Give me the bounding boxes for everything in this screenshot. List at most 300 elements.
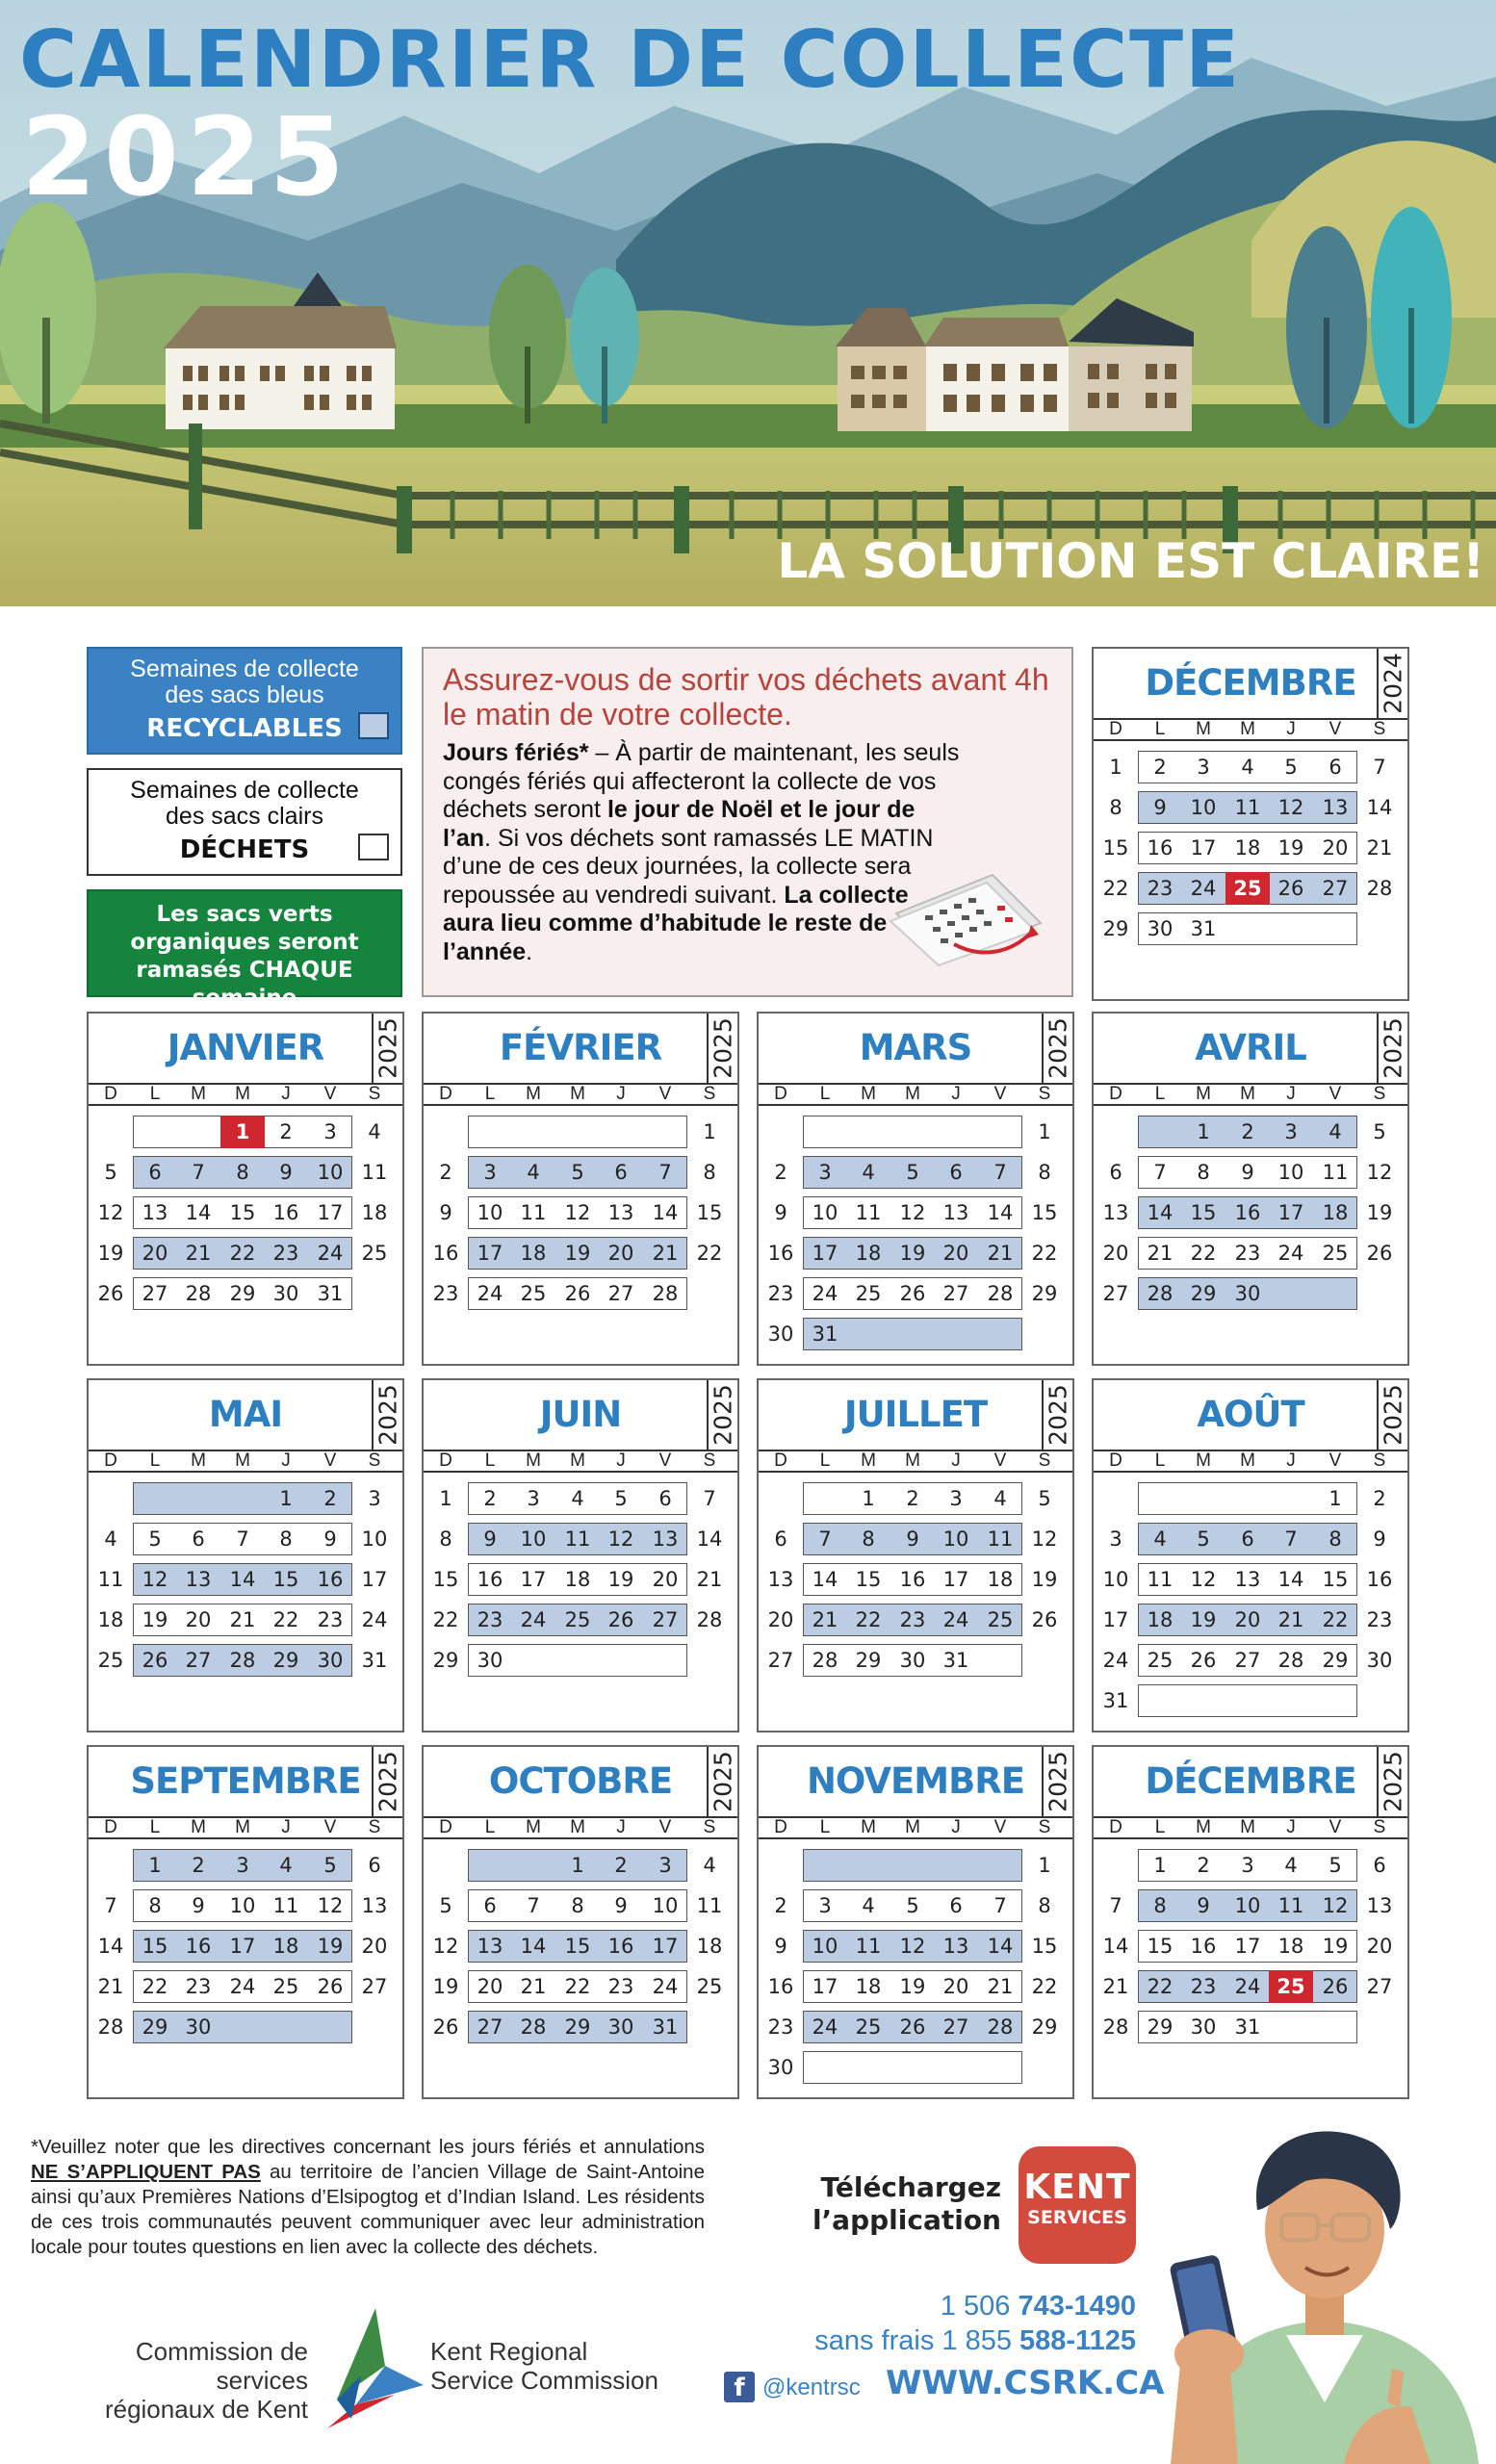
weekday-label: L xyxy=(484,1084,496,1104)
calendar-day: 23 xyxy=(767,1282,794,1305)
phone-local[interactable]: 1 506 743-1490 xyxy=(940,2291,1136,2322)
calendar-day: 16 xyxy=(899,1568,926,1591)
calendar-day: 25 xyxy=(564,1608,591,1631)
calendar-day: 4 xyxy=(1328,1120,1342,1143)
calendar-day: 10 xyxy=(652,1894,679,1917)
calendar-day: 20 xyxy=(1366,1935,1393,1958)
month-header xyxy=(424,1014,737,1083)
calendar-day: 23 xyxy=(1366,1608,1393,1631)
calendar-day: 31 xyxy=(652,2015,679,2039)
weekday-label: M xyxy=(1240,1817,1255,1837)
calendar-day: 24 xyxy=(520,1608,547,1631)
calendar-day: 7 xyxy=(1373,756,1386,779)
calendar-day: 27 xyxy=(185,1649,212,1672)
calendar-day: 9 xyxy=(1197,1894,1210,1917)
calendar-day: 31 xyxy=(942,1649,969,1672)
calendar-day: 12 xyxy=(899,1935,926,1958)
month-january xyxy=(87,1012,404,1366)
weekday-label: V xyxy=(658,1817,672,1837)
calendar-day: 21 xyxy=(1366,836,1393,860)
calendar-day: 7 xyxy=(236,1527,249,1551)
calendar-day: 10 xyxy=(520,1527,547,1551)
month-header xyxy=(759,1014,1072,1083)
legend-organics xyxy=(87,889,402,1011)
calendar-day: 4 xyxy=(368,1120,381,1143)
weekday-label: S xyxy=(1373,719,1386,739)
weekday-label: M xyxy=(235,1084,250,1104)
month-header xyxy=(1094,649,1407,718)
calendar-day: 14 xyxy=(520,1935,547,1958)
calendar-day: 11 xyxy=(1322,1161,1349,1184)
weekday-label: V xyxy=(323,1817,337,1837)
weekday-label: L xyxy=(1154,1817,1166,1837)
calendar-day: 29 xyxy=(1190,1282,1217,1305)
calendar-day: 27 xyxy=(1234,1649,1261,1672)
calendar-day: 17 xyxy=(812,1242,838,1265)
calendar-day: 8 xyxy=(279,1527,293,1551)
weekday-label: L xyxy=(1154,1084,1166,1104)
calendar-day: 23 xyxy=(1190,1975,1217,1998)
month-may xyxy=(87,1378,404,1732)
calendar-day: 3 xyxy=(818,1161,832,1184)
holiday-day: 25 xyxy=(1233,877,1262,900)
calendar-day: 6 xyxy=(1109,1161,1122,1184)
calendar-day: 8 xyxy=(1153,1894,1167,1917)
calendar-day: 26 xyxy=(1190,1649,1217,1672)
calendar-day: 13 xyxy=(607,1201,634,1224)
calendar-day: 31 xyxy=(812,1322,838,1346)
calendar-day: 29 xyxy=(432,1649,459,1672)
calendar-day: 30 xyxy=(767,2056,794,2079)
weekday-label: M xyxy=(235,1817,250,1837)
calendar-day: 4 xyxy=(703,1854,716,1877)
month-year: 2025 xyxy=(1377,1014,1407,1083)
calendar-day: 28 xyxy=(696,1608,723,1631)
calendar-day: 25 xyxy=(97,1649,124,1672)
calendar-day: 17 xyxy=(229,1935,256,1958)
calendar-day: 11 xyxy=(1147,1568,1174,1591)
weekday-label: S xyxy=(368,1817,381,1837)
calendar-day: 10 xyxy=(942,1527,969,1551)
calendar-day: 31 xyxy=(317,1282,344,1305)
weekday-label: V xyxy=(1328,1817,1342,1837)
calendar-day: 22 xyxy=(696,1242,723,1265)
calendar-day: 26 xyxy=(899,1282,926,1305)
info-box xyxy=(422,647,1073,997)
calendar-day: 3 xyxy=(236,1854,249,1877)
calendar-day: 18 xyxy=(696,1935,723,1958)
month-name: OCTOBRE xyxy=(488,1760,673,1802)
calendar-day: 5 xyxy=(323,1854,337,1877)
calendar-day: 15 xyxy=(855,1568,882,1591)
slogan: LA SOLUTION EST CLAIRE! xyxy=(777,533,1484,589)
calendar-day: 21 xyxy=(1277,1608,1304,1631)
calendar-day: 20 xyxy=(607,1242,634,1265)
calendar-day: 1 xyxy=(439,1487,452,1510)
month-name: DÉCEMBRE xyxy=(1145,662,1356,704)
calendar-day: 13 xyxy=(942,1201,969,1224)
calendar-day: 8 xyxy=(148,1894,162,1917)
calendar-day: 2 xyxy=(192,1854,205,1877)
calendar-day: 28 xyxy=(987,2015,1014,2039)
calendar-day: 18 xyxy=(855,1242,882,1265)
kent-services-app-badge[interactable] xyxy=(1019,2146,1136,2264)
calendar-day: 10 xyxy=(477,1201,503,1224)
calendar-day: 7 xyxy=(104,1894,117,1917)
month-april xyxy=(1092,1012,1409,1366)
calendar-day: 23 xyxy=(607,1975,634,1998)
calendar-day: 1 xyxy=(279,1487,293,1510)
month-name: AOÛT xyxy=(1197,1394,1304,1435)
calendar-day: 27 xyxy=(942,2015,969,2039)
calendar-day: 1 xyxy=(1197,1120,1210,1143)
weekday-label: M xyxy=(1240,1084,1255,1104)
calendar-day: 12 xyxy=(1031,1527,1058,1551)
calendar-day: 19 xyxy=(607,1568,634,1591)
weekday-label: J xyxy=(1286,1084,1296,1104)
calendar-day: 14 xyxy=(696,1527,723,1551)
calendar-day: 24 xyxy=(812,1282,838,1305)
calendar-day: 26 xyxy=(607,1608,634,1631)
calendar-day: 16 xyxy=(272,1201,299,1224)
calendar-day: 15 xyxy=(142,1935,168,1958)
legend-waste-label: DÉCHETS xyxy=(179,835,310,864)
calendar-day: 2 xyxy=(483,1487,497,1510)
weekday-label: M xyxy=(1240,1450,1255,1471)
calendar-day: 4 xyxy=(1241,756,1254,779)
month-december-2024 xyxy=(1092,647,1409,1001)
org-name-french: Commission de services régionaux de Kent xyxy=(104,2337,308,2424)
calendar-day: 23 xyxy=(477,1608,503,1631)
calendar-day: 26 xyxy=(97,1282,124,1305)
calendar-day: 28 xyxy=(812,1649,838,1672)
waste-week-band xyxy=(468,1116,687,1148)
calendar-day: 12 xyxy=(1190,1568,1217,1591)
weekday-label: J xyxy=(616,1450,626,1471)
legend-waste xyxy=(87,768,402,876)
calendar-day: 29 xyxy=(564,2015,591,2039)
calendar-day: 18 xyxy=(1147,1608,1174,1631)
calendar-day: 12 xyxy=(142,1568,168,1591)
facebook-link[interactable] xyxy=(724,2370,878,2406)
calendar-day: 26 xyxy=(1366,1242,1393,1265)
month-header xyxy=(89,1380,402,1450)
calendar-day: 4 xyxy=(104,1527,117,1551)
calendar-day: 19 xyxy=(899,1242,926,1265)
organization-logo xyxy=(39,2308,674,2428)
month-name: FÉVRIER xyxy=(499,1027,662,1068)
weekday-label: M xyxy=(235,1450,250,1471)
calendar-day: 14 xyxy=(812,1568,838,1591)
calendar-day: 9 xyxy=(279,1161,293,1184)
weekday-header xyxy=(1094,1083,1407,1106)
calendar-day: 14 xyxy=(229,1568,256,1591)
calendar-day: 14 xyxy=(1366,796,1393,819)
calendar-day: 11 xyxy=(97,1568,124,1591)
calendar-day: 25 xyxy=(272,1975,299,1998)
weekday-label: V xyxy=(993,1084,1007,1104)
calendar-day: 28 xyxy=(97,2015,124,2039)
calendar-day: 20 xyxy=(1322,836,1349,860)
calendar-day: 10 xyxy=(1102,1568,1129,1591)
calendar-day: 9 xyxy=(1241,1161,1254,1184)
calendar-day: 11 xyxy=(520,1201,547,1224)
weekday-header xyxy=(759,1450,1072,1473)
calendar-day: 25 xyxy=(520,1282,547,1305)
legend-waste-line1: Semaines de collecte des sacs clairs xyxy=(130,777,359,830)
weekday-label: J xyxy=(951,1817,961,1837)
calendar-day: 5 xyxy=(906,1894,919,1917)
calendar-day: 8 xyxy=(1038,1894,1051,1917)
calendar-day: 21 xyxy=(1147,1242,1174,1265)
calendar-day: 20 xyxy=(942,1975,969,1998)
calendar-day: 14 xyxy=(1277,1568,1304,1591)
calendar-day: 21 xyxy=(97,1975,124,1998)
calendar-day: 23 xyxy=(1147,877,1174,900)
month-name: MARS xyxy=(859,1027,972,1068)
info-lead: Assurez-vous de sortir vos déchets avant 4h le matin de votre collecte. xyxy=(443,662,1049,732)
calendar-day: 13 xyxy=(361,1894,388,1917)
calendar-day: 24 xyxy=(1102,1649,1129,1672)
legend-recyclables-line1: Semaines de collecte des sacs bleus xyxy=(130,655,359,708)
calendar-day: 9 xyxy=(1153,796,1167,819)
calendar-day: 15 xyxy=(229,1201,256,1224)
calendar-day: 21 xyxy=(696,1568,723,1591)
month-year: 2025 xyxy=(707,1014,737,1083)
calendar-day: 3 xyxy=(527,1487,540,1510)
calendar-day: 1 xyxy=(1328,1487,1342,1510)
calendar-day: 23 xyxy=(317,1608,344,1631)
calendar-day: 25 xyxy=(1322,1242,1349,1265)
calendar-day: 29 xyxy=(855,1649,882,1672)
calendar-day: 11 xyxy=(855,1935,882,1958)
calendar-day: 21 xyxy=(987,1975,1014,1998)
month-november xyxy=(757,1745,1074,2099)
calendar-day: 15 xyxy=(1102,836,1129,860)
calendar-day: 12 xyxy=(1366,1161,1393,1184)
calendar-day: 17 xyxy=(317,1201,344,1224)
calendar-day: 23 xyxy=(767,2015,794,2039)
calendar-day: 27 xyxy=(477,2015,503,2039)
calendar-day: 7 xyxy=(818,1527,832,1551)
calendar-day: 21 xyxy=(1102,1975,1129,1998)
weekday-label: L xyxy=(484,1450,496,1471)
calendar-day: 3 xyxy=(1241,1854,1254,1877)
weekday-label: D xyxy=(1109,1450,1122,1471)
calendar-day: 25 xyxy=(696,1975,723,1998)
waste-week-band xyxy=(803,2051,1022,2084)
calendar-day: 28 xyxy=(520,2015,547,2039)
poster-title: CALENDRIER DE COLLECTE xyxy=(19,14,1242,106)
calendar-day: 4 xyxy=(862,1894,875,1917)
calendar-day: 30 xyxy=(477,1649,503,1672)
calendar-day: 8 xyxy=(236,1161,249,1184)
calendar-day: 16 xyxy=(477,1568,503,1591)
weekday-label: S xyxy=(368,1450,381,1471)
calendar-day: 30 xyxy=(1366,1649,1393,1672)
calendar-day: 17 xyxy=(812,1975,838,1998)
calendar-day: 5 xyxy=(571,1161,584,1184)
calendar-day: 11 xyxy=(564,1527,591,1551)
calendar-day: 29 xyxy=(1031,1282,1058,1305)
weekday-label: L xyxy=(484,1817,496,1837)
calendar-day: 12 xyxy=(97,1201,124,1224)
weekday-label: S xyxy=(703,1817,716,1837)
legend-recyclables xyxy=(87,647,402,755)
calendar-day: 8 xyxy=(439,1527,452,1551)
weekday-label: V xyxy=(323,1450,337,1471)
weekday-label: D xyxy=(104,1450,117,1471)
calendar-day: 22 xyxy=(432,1608,459,1631)
blue-swatch xyxy=(358,712,389,739)
month-december-2025 xyxy=(1092,1745,1409,2099)
calendar-day: 17 xyxy=(520,1568,547,1591)
calendar-day: 1 xyxy=(1109,756,1122,779)
calendar-day: 27 xyxy=(942,1282,969,1305)
calendar-day: 24 xyxy=(1277,1242,1304,1265)
calendar-day: 13 xyxy=(767,1568,794,1591)
calendar-day: 29 xyxy=(272,1649,299,1672)
calendar-day: 16 xyxy=(1234,1201,1261,1224)
calendar-day: 25 xyxy=(361,1242,388,1265)
calendar-day: 7 xyxy=(993,1161,1007,1184)
month-name: DÉCEMBRE xyxy=(1145,1760,1356,1802)
weekday-label: D xyxy=(439,1450,452,1471)
calendar-day: 11 xyxy=(272,1894,299,1917)
month-header xyxy=(1094,1380,1407,1450)
calendar-day: 7 xyxy=(192,1161,205,1184)
calendar-day: 16 xyxy=(432,1242,459,1265)
calendar-day: 5 xyxy=(906,1161,919,1184)
phone-toll-free[interactable]: sans frais 1 855 588-1125 xyxy=(814,2325,1136,2356)
calendar-day: 20 xyxy=(767,1608,794,1631)
month-year: 2025 xyxy=(1042,1380,1072,1450)
badge-line2: SERVICES xyxy=(1027,2207,1127,2228)
month-name: AVRIL xyxy=(1195,1027,1306,1068)
calendar-day: 6 xyxy=(1241,1527,1254,1551)
calendar-day: 22 xyxy=(1322,1608,1349,1631)
weekday-label: M xyxy=(526,1817,541,1837)
weekday-label: V xyxy=(1328,719,1342,739)
calendar-day: 27 xyxy=(767,1649,794,1672)
weekday-label: J xyxy=(616,1084,626,1104)
footnote: *Veuillez noter que les directives concernant les jours fériés et annulations NE S’APPLIQUENT PAS au territoire de l’ancien Village de Saint-Antoine ainsi qu’aux Premières Nations d’Elsipogtog et d’Indian Island. Les résidents de ces trois communautés peuvent communiquer avec leur administration locale pour toutes questions en lien avec la collecte des déchets. xyxy=(31,2136,705,2258)
calendar-day: 19 xyxy=(564,1242,591,1265)
calendar-day: 17 xyxy=(652,1935,679,1958)
weekday-label: J xyxy=(1286,719,1296,739)
calendar-day: 14 xyxy=(1102,1935,1129,1958)
calendar-day: 12 xyxy=(564,1201,591,1224)
calendar-day: 18 xyxy=(97,1608,124,1631)
weekday-label: J xyxy=(281,1817,291,1837)
month-name: SEPTEMBRE xyxy=(130,1760,361,1802)
calendar-day: 31 xyxy=(1234,2015,1261,2039)
poster-year: 2025 xyxy=(21,95,352,220)
calendar-day: 4 xyxy=(279,1854,293,1877)
calendar-day: 24 xyxy=(361,1608,388,1631)
month-name: JANVIER xyxy=(167,1027,324,1068)
weekday-label: M xyxy=(861,1450,876,1471)
calendar-day: 3 xyxy=(323,1120,337,1143)
calendar-day: 15 xyxy=(1322,1568,1349,1591)
calendar-day: 1 xyxy=(148,1854,162,1877)
weekday-header xyxy=(89,1816,402,1839)
calendar-day: 3 xyxy=(949,1487,963,1510)
calendar-day: 5 xyxy=(1328,1854,1342,1877)
weekday-header xyxy=(1094,1450,1407,1473)
calendar-day: 12 xyxy=(317,1894,344,1917)
waste-week-band xyxy=(1138,1684,1357,1717)
calendar-day: 25 xyxy=(987,1608,1014,1631)
calendar-day: 7 xyxy=(658,1161,672,1184)
weekday-header xyxy=(1094,1816,1407,1839)
website-link[interactable]: WWW.CSRK.CA xyxy=(886,2364,1165,2402)
calendar-day: 10 xyxy=(812,1935,838,1958)
month-header xyxy=(89,1747,402,1816)
weekday-label: V xyxy=(323,1084,337,1104)
weekday-label: S xyxy=(703,1084,716,1104)
calendar-day: 16 xyxy=(767,1242,794,1265)
calendar-day: 8 xyxy=(1197,1161,1210,1184)
weekday-label: V xyxy=(993,1450,1007,1471)
calendar-day: 19 xyxy=(1190,1608,1217,1631)
calendar-day: 22 xyxy=(142,1975,168,1998)
weekday-label: M xyxy=(526,1450,541,1471)
calendar-day: 19 xyxy=(97,1242,124,1265)
calendar-day: 9 xyxy=(614,1894,628,1917)
calendar-day: 20 xyxy=(185,1608,212,1631)
calendar-day: 13 xyxy=(1366,1894,1393,1917)
month-june xyxy=(422,1378,739,1732)
calendar-day: 1 xyxy=(571,1854,584,1877)
calendar-day: 10 xyxy=(812,1201,838,1224)
month-september xyxy=(87,1745,404,2099)
calendar-day: 16 xyxy=(185,1935,212,1958)
calendar-day: 24 xyxy=(942,1608,969,1631)
weekday-label: S xyxy=(1373,1817,1386,1837)
weekday-label: M xyxy=(1196,1450,1211,1471)
calendar-day: 20 xyxy=(142,1242,168,1265)
calendar-day: 2 xyxy=(906,1487,919,1510)
calendar-day: 28 xyxy=(1366,877,1393,900)
weekday-label: S xyxy=(1038,1084,1051,1104)
calendar-day: 17 xyxy=(477,1242,503,1265)
calendar-day: 4 xyxy=(527,1161,540,1184)
calendar-day: 7 xyxy=(1109,1894,1122,1917)
weekday-label: M xyxy=(1196,719,1211,739)
calendar-day: 22 xyxy=(272,1608,299,1631)
weekday-label: J xyxy=(616,1817,626,1837)
month-header xyxy=(1094,1747,1407,1816)
calendar-day: 15 xyxy=(1190,1201,1217,1224)
month-year: 2025 xyxy=(372,1747,402,1816)
calendar-day: 5 xyxy=(1197,1527,1210,1551)
weekday-label: D xyxy=(1109,1817,1122,1837)
calendar-day: 9 xyxy=(439,1201,452,1224)
month-header xyxy=(89,1014,402,1083)
calendar-day: 11 xyxy=(696,1894,723,1917)
calendar-day: 16 xyxy=(1147,836,1174,860)
calendar-day: 22 xyxy=(1147,1975,1174,1998)
weekday-label: L xyxy=(149,1084,161,1104)
calendar-day: 5 xyxy=(1038,1487,1051,1510)
weekday-label: S xyxy=(368,1084,381,1104)
weekday-label: L xyxy=(819,1450,831,1471)
calendar-day: 25 xyxy=(855,1282,882,1305)
weekday-label: L xyxy=(819,1084,831,1104)
weekday-header xyxy=(1094,718,1407,741)
calendar-day: 9 xyxy=(774,1201,787,1224)
